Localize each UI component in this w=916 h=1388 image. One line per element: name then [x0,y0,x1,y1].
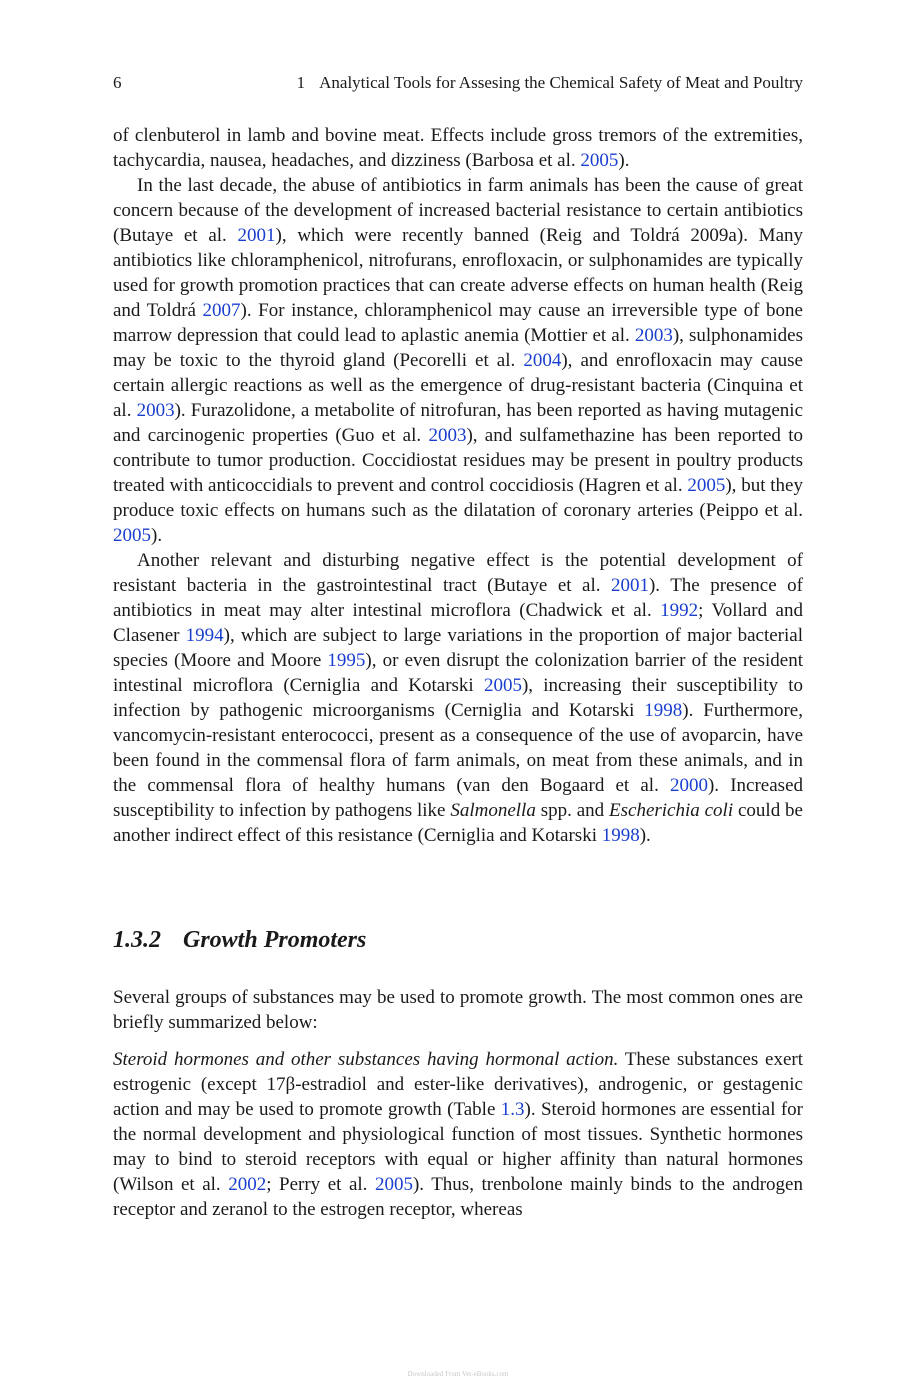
text-run: ), which were recently banned (Reig and Toldrá 2009a). Many antibiotics like chloramphenicol, nitrofurans, enrofloxacin, or sulphonamides are typically used for growth promotion practices that can create adverse effects on human health (Reig and Toldrá [113,225,803,321]
section-heading [113,925,803,955]
text-run: ). [618,150,630,171]
citation-link[interactable]: 1994 [185,625,224,646]
paragraph-5 [113,1047,803,1222]
page-number: 6 [113,73,122,92]
text-run: Another relevant and disturbing negative effect is the potential development of resistant bacteria in the gastrointestinal tract (Butaye et al. [113,550,803,596]
text-run: ), but they produce toxic effects on humans such as the dilatation of coronary arteries (Peippo et al. [113,475,803,521]
citation-link[interactable]: 2005 [374,1174,413,1195]
citation-link[interactable]: 2004 [523,350,562,371]
citation-link[interactable]: 2005 [687,475,726,496]
species-name: Escherichia coli [609,800,734,821]
chapter-number: 1 [296,73,306,92]
paragraph-3 [113,548,803,848]
text-run: could be another indirect effect of this resistance (Cerniglia and Kotarski [113,800,803,846]
citation-link[interactable]: 2000 [669,775,708,796]
text-run: ; Vollard and Clasener [113,600,803,646]
text-run: These substances exert estrogenic (except 17β-estradiol and ester-like derivatives), androgenic, or gestagenic action and may be used to promote growth (Table [113,1049,803,1120]
text-run: ). Furthermore, vancomycin-resistant enterococci, present as a consequence of the use of avoparcin, have been found in the commensal flora of farm animals, on meat from these animals, and in the commensal flora of healthy humans (van den Bogaard et al. [113,700,803,796]
citation-link[interactable]: 2001 [610,575,649,596]
citation-link[interactable]: 1998 [601,825,640,846]
chapter-running-title [297,72,803,94]
text-run: ), increasing their susceptibility to infection by pathogenic microorganisms (Cerniglia and Kotarski [113,675,803,721]
running-head [113,72,803,94]
text-run: ). Thus, trenbolone mainly binds to the androgen receptor and zeranol to the estrogen receptor, whereas [113,1174,803,1220]
paragraph-1 [113,123,803,173]
paragraph-4 [113,985,803,1035]
citation-link[interactable]: 2003 [136,400,175,421]
section-title: Growth Promoters [183,927,367,953]
citation-link[interactable]: 2003 [634,325,673,346]
text-run: of clenbuterol in lamb and bovine meat. Effects include gross tremors of the extremities, tachycardia, nausea, headaches, and dizziness (Barbosa et al. [113,125,803,171]
text-run: ), and enrofloxacin may cause certain allergic reactions as well as the emergence of drug-resistant bacteria (Cinquina et al. [113,350,803,421]
species-name: Salmonella [450,800,536,821]
spacer [113,1035,803,1047]
citation-link[interactable]: 2002 [228,1174,267,1195]
chapter-title: Analytical Tools for Assesing the Chemical Safety of Meat and Poultry [319,73,803,92]
text-run: ). For instance, chloramphenicol may cause an irreversible type of bone marrow depression that could lead to aplastic anemia (Mottier et al. [113,300,803,346]
text-run: In the last decade, the abuse of antibiotics in farm animals has been the cause of great concern because of the development of increased bacterial resistance to certain antibiotics (Butaye et al. [113,175,803,246]
citation-link[interactable]: 2005 [580,150,619,171]
table-reference-link[interactable]: 1.3 [500,1099,525,1120]
download-watermark: Downloaded From Vet-eBooks.com [407,1370,509,1378]
spacer [113,848,803,925]
text-run: ), and sulfamethazine has been reported to contribute to tumor production. Coccidiostat residues may be present in poultry products treated with anticoccidials to prevent and control coccidiosis (Hagren et al. [113,425,803,496]
spacer [113,955,803,985]
text-run: ). Steroid hormones are essential for the normal development and physiological function of most tissues. Synthetic hormones may to bind to steroid receptors with equal or higher affinity than natural hormones (Wilson et al. [113,1099,803,1195]
citation-link[interactable]: 1995 [327,650,366,671]
text-run: ), or even disrupt the colonization barrier of the resident intestinal microflora (Cerniglia and Kotarski [113,650,803,696]
citation-link[interactable]: 2001 [237,225,276,246]
citation-link[interactable]: 1998 [644,700,683,721]
text-run: ). [639,825,651,846]
citation-link[interactable]: 2003 [428,425,467,446]
run-in-heading: Steroid hormones and other substances having hormonal action. [113,1049,619,1070]
citation-link[interactable]: 2005 [483,675,522,696]
citation-link[interactable]: 1992 [660,600,699,621]
section-number: 1.3.2 [113,927,161,953]
text-run: ; Perry et al. [266,1174,375,1195]
text-run: ). [151,525,163,546]
paragraph-2 [113,173,803,548]
text-run: ). Increased susceptibility to infection by pathogens like [113,775,804,821]
text-run: ), sulphonamides may be toxic to the thyroid gland (Pecorelli et al. [113,325,803,371]
text-run: Several groups of substances may be used to promote growth. The most common ones are briefly summarized below: [113,987,803,1033]
citation-link[interactable]: 2005 [113,525,151,546]
text-run: ). The presence of antibiotics in meat may alter intestinal microflora (Chadwick et al. [113,575,803,621]
citation-link[interactable]: 2007 [202,300,241,321]
text-run: spp. and [535,800,610,821]
text-run: ), which are subject to large variations in the proportion of major bacterial species (Moore and Moore [113,625,803,671]
text-run: ). Furazolidone, a metabolite of nitrofuran, has been reported as having mutagenic and carcinogenic properties (Guo et al. [113,400,804,446]
body-text [113,123,803,1222]
